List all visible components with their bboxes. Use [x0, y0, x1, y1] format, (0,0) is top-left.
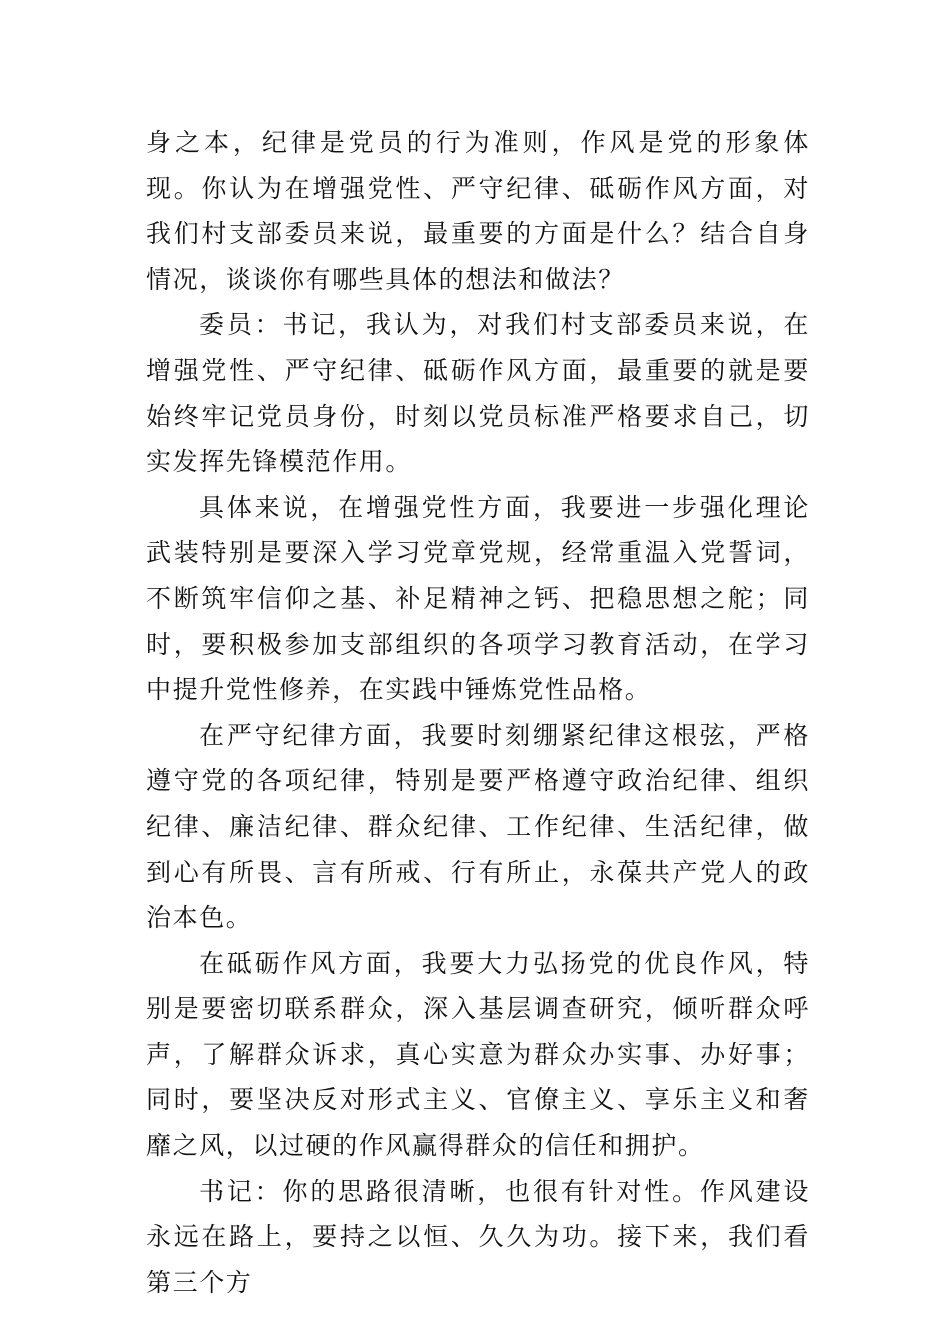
paragraph-question-continued: 身之本，纪律是党员的行为准则，作风是党的形象体现。你认为在增强党性、严守纪律、砥砺作风方面，对我们村支部委员来说，最重要的方面是什么？结合自身情况，谈谈你有哪些具体的想法和做法？	[146, 128, 810, 294]
document-body	[146, 120, 810, 1305]
paragraph-work-style: 在砥砺作风方面，我要大力弘扬党的优良作风，特别是要密切联系群众，深入基层调查研究，倾听群众呼声，了解群众诉求，真心实意为群众办实事、办好事；同时，要坚决反对形式主义、官僚主义、享乐主义和奢靡之风，以过硬的作风赢得群众的信任和拥护。	[146, 948, 810, 1161]
paragraph-party-spirit: 具体来说，在增强党性方面，我要进一步强化理论武装特别是要深入学习党章党规，经常重温入党誓词，不断筑牢信仰之基、补足精神之钙、把稳思想之舵；同时，要积极参加支部组织的各项学习教育活动，在学习中提升党性修养，在实践中锤炼党性品格。	[146, 492, 810, 705]
paragraph-discipline: 在严守纪律方面，我要时刻绷紧纪律这根弦，严格遵守党的各项纪律，特别是要严格遵守政治纪律、组织纪律、廉洁纪律、群众纪律、工作纪律、生活纪律，做到心有所畏、言有所戒、行有所止，永葆共产党人的政治本色。	[146, 720, 810, 933]
paragraph-secretary-reply: 书记：你的思路很清晰，也很有针对性。作风建设永远在路上，要持之以恒、久久为功。接下来，我们看第三个方	[146, 1176, 810, 1297]
paragraph-member-answer: 委员：书记，我认为，对我们村支部委员来说，在增强党性、严守纪律、砥砺作风方面，最重要的就是要始终牢记党员身份，时刻以党员标准严格要求自己，切实发挥先锋模范作用。	[146, 310, 810, 477]
